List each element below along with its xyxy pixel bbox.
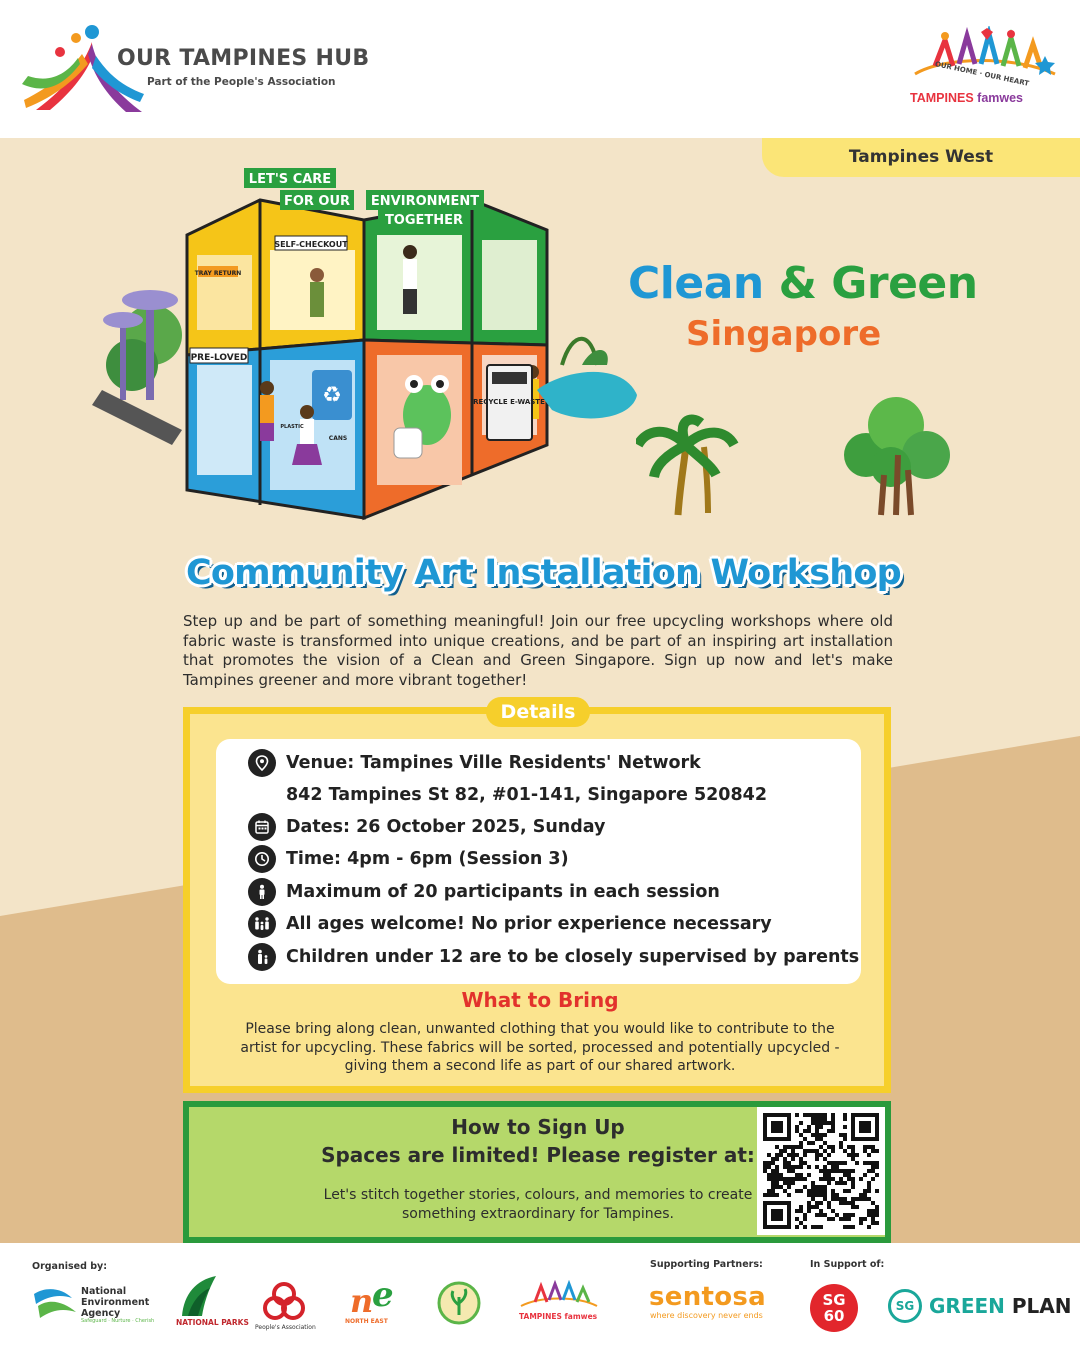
- intro-paragraph: Step up and be part of something meaningful! Join our free upcycling workshops where old fabric waste is transformed into unique creations, and be part of an inspiring art installation that promotes the vision of a Clean and Green Singapore. Sign up now and let's make Tampines greener and more vibrant together!: [183, 612, 893, 689]
- workshop-title: Community Art Installation Workshop: [186, 553, 901, 593]
- nea-logo: [32, 1284, 80, 1324]
- sign-tray-return: TRAY RETURN: [194, 270, 242, 277]
- svg-text:♻: ♻: [322, 383, 342, 408]
- header: [0, 0, 1080, 138]
- detail-capacity: Maximum of 20 participants in each session: [248, 878, 720, 906]
- family-icon: [248, 910, 276, 938]
- tf-small-name: TAMPINES famwes: [519, 1312, 598, 1321]
- sign-self-checkout: SELF-CHECKOUT: [274, 240, 348, 249]
- detail-time: Time: 4pm - 6pm (Session 3): [248, 845, 569, 873]
- north-east-cdc-logo: [346, 1276, 406, 1320]
- community-house-illustration: [92, 160, 642, 525]
- location-pin-icon: [248, 749, 276, 777]
- supporting-partners-label: Supporting Partners:: [650, 1259, 763, 1270]
- tampines-families-wordmark: TAMPINES famwes: [910, 91, 1024, 105]
- area-tag: [762, 138, 1080, 177]
- tampines-families-tagline: OUR HOME · OUR HEART: [934, 60, 1030, 88]
- green-plan-emblem: SG: [888, 1289, 922, 1323]
- sign-recycle-e-waste: RECYCLE E-WASTE: [473, 398, 545, 406]
- signup-subheading: Spaces are limited! Please register at:: [321, 1143, 755, 1167]
- details-heading: Details: [486, 697, 590, 727]
- community-emblem-logo: [437, 1281, 481, 1325]
- detail-ages: All ages welcome! No prior experience necessary: [248, 910, 772, 938]
- area-tag-label: Tampines West: [848, 147, 994, 167]
- nparks-logo: [178, 1274, 220, 1318]
- svg-text:n: n: [350, 1282, 374, 1320]
- calendar-icon: [248, 813, 276, 841]
- nea-tagline: Safeguard · Nurture · Cherish: [81, 1318, 155, 1324]
- banner-text-4: TOGETHER: [384, 213, 464, 228]
- detail-dates: Dates: 26 October 2025, Sunday: [248, 813, 605, 841]
- hub-title: OUR TAMPINES HUB: [117, 46, 370, 71]
- sentosa-logo: sentosa: [649, 1282, 767, 1312]
- svg-text:e: e: [372, 1276, 394, 1315]
- in-support-of-label: In Support of:: [810, 1259, 885, 1270]
- tampines-families-small-logo: [517, 1280, 601, 1310]
- sentosa-tagline: where discovery never ends: [650, 1311, 763, 1320]
- sg60-logo: SG 60: [810, 1284, 858, 1332]
- what-to-bring-heading: What to Bring: [461, 988, 619, 1012]
- sign-plastic: PLASTIC: [280, 424, 304, 430]
- banner-text-3: ENVIRONMENT: [370, 194, 480, 209]
- detail-children: Children under 12 are to be closely supervised by parents: [248, 943, 859, 971]
- parent-child-icon: [248, 943, 276, 971]
- person-icon: [248, 878, 276, 906]
- ne-name: NORTH EAST: [345, 1318, 388, 1325]
- banner-text-1: LET'S CARE: [248, 172, 332, 187]
- detail-address: 842 Tampines St 82, #01-141, Singapore 520842: [286, 785, 768, 805]
- what-to-bring-text: Please bring along clean, unwanted clothing that you would like to contribute to the artist for upcycling. These fabrics will be sorted, processed and potentially upcycled - giving them a second life as part of our shared artwork.: [240, 1021, 840, 1074]
- pa-name: People's Association: [255, 1324, 316, 1331]
- hub-subtitle: Part of the People's Association: [147, 76, 336, 88]
- nea-name: National Environment Agency: [81, 1286, 150, 1319]
- trees-illustration: [636, 385, 971, 525]
- sign-cans: CANS: [328, 435, 348, 442]
- signup-text: Let's stitch together stories, colours, and memories to create something extraordinary for Tampines.: [323, 1187, 753, 1222]
- green-plan-logo: GREEN PLAN: [929, 1294, 1072, 1318]
- organised-by-label: Organised by:: [32, 1261, 107, 1272]
- banner-text-2: FOR OUR: [283, 194, 351, 209]
- campaign-subtitle: Singapore: [686, 314, 882, 354]
- peoples-association-logo: [262, 1282, 306, 1322]
- campaign-title: Clean & Green: [628, 258, 978, 309]
- detail-venue: Venue: Tampines Ville Residents' Network: [248, 749, 701, 777]
- signup-heading: How to Sign Up: [451, 1115, 625, 1139]
- registration-qr-code[interactable]: [757, 1107, 885, 1235]
- nparks-name: NATIONAL PARKS: [176, 1318, 249, 1327]
- clock-icon: [248, 845, 276, 873]
- sign-pre-loved: PRE-LOVED: [190, 353, 248, 363]
- details-card: [216, 739, 861, 984]
